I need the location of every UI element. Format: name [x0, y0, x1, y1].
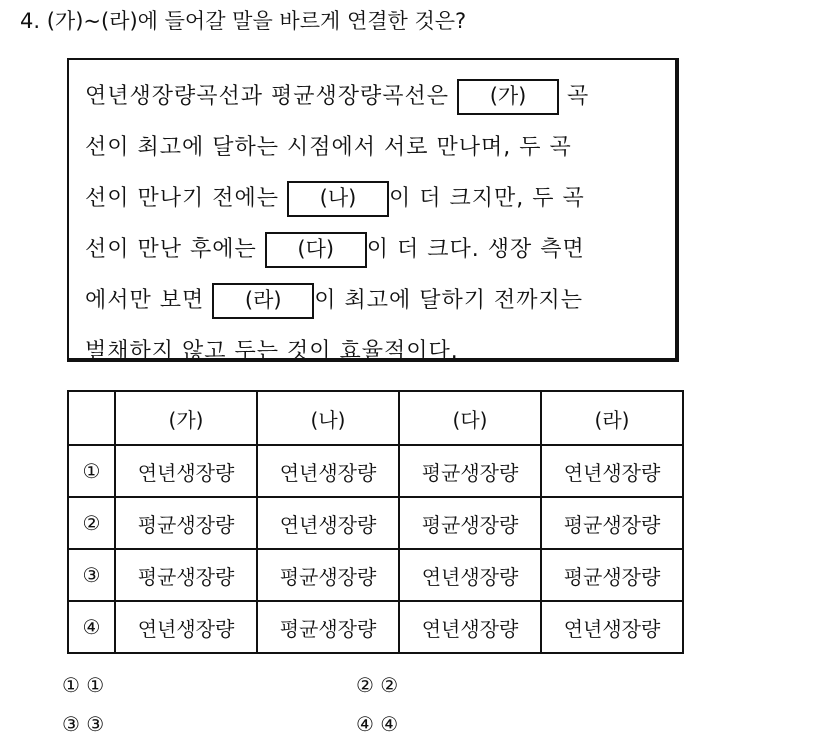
table-cell: 연년생장량 — [257, 497, 399, 549]
choice-mark: ① — [62, 673, 80, 697]
passage-text: 선이 만난 후에는 — [85, 237, 265, 262]
table-header-row — [68, 391, 683, 445]
passage-text: 이 최고에 달하기 전까지는 — [314, 288, 584, 313]
table-header-cell: (나) — [257, 391, 399, 445]
passage-text: 이 더 크다. 생장 측면 — [366, 237, 585, 262]
question-stem — [20, 6, 466, 36]
row-number: ② — [68, 497, 115, 549]
table-cell: 연년생장량 — [115, 445, 257, 497]
row-number: ④ — [68, 601, 115, 653]
blank-na: (나) — [287, 181, 389, 217]
table-cell: 연년생장량 — [541, 445, 683, 497]
row-number: ③ — [68, 549, 115, 601]
table-cell: 평균생장량 — [541, 497, 683, 549]
table-cell: 평균생장량 — [257, 601, 399, 653]
passage-line — [85, 278, 675, 329]
blank-da: (다) — [265, 232, 367, 268]
question-number: 4. — [20, 9, 41, 33]
passage-text: 에서만 보면 — [85, 288, 213, 313]
passage-line — [85, 227, 675, 278]
answer-choice-3[interactable] — [62, 712, 104, 736]
passage-line: 선이 최고에 달하는 시점에서 서로 만나며, 두 곡 — [85, 135, 572, 160]
question-text: (가)~(라)에 들어갈 말을 바르게 연결한 것은? — [46, 9, 467, 33]
choice-value: ③ — [86, 712, 105, 736]
passage-box — [67, 58, 679, 362]
table-row — [68, 601, 683, 653]
table-cell: 평균생장량 — [115, 497, 257, 549]
table-cell: 평균생장량 — [399, 497, 541, 549]
table-header-cell: (라) — [541, 391, 683, 445]
choice-mark: ④ — [356, 712, 374, 736]
table-cell: 연년생장량 — [115, 601, 257, 653]
passage-line: 벌채하지 않고 두는 것이 효율적이다. — [85, 339, 459, 364]
choice-value: ① — [86, 673, 105, 697]
blank-ra: (라) — [212, 283, 314, 319]
table-row — [68, 445, 683, 497]
choice-value: ④ — [380, 712, 399, 736]
table-header-cell: (가) — [115, 391, 257, 445]
choice-value: ② — [380, 673, 399, 697]
passage-text: 곡 — [559, 84, 590, 109]
table-cell: 연년생장량 — [399, 601, 541, 653]
table-cell: 연년생장량 — [541, 601, 683, 653]
row-number: ① — [68, 445, 115, 497]
answer-table — [67, 390, 684, 654]
answer-choice-2[interactable] — [356, 673, 398, 697]
passage-text: 이 더 크지만, 두 곡 — [389, 186, 585, 211]
choice-mark: ③ — [62, 712, 80, 736]
table-cell: 평균생장량 — [541, 549, 683, 601]
answer-choice-4[interactable] — [356, 712, 398, 736]
table-cell: 연년생장량 — [257, 445, 399, 497]
table-cell: 평균생장량 — [257, 549, 399, 601]
table-header-cell — [68, 391, 115, 445]
table-row — [68, 497, 683, 549]
answer-choice-1[interactable] — [62, 673, 104, 697]
table-cell: 평균생장량 — [399, 445, 541, 497]
blank-ga: (가) — [457, 79, 559, 115]
table-row — [68, 549, 683, 601]
choice-mark: ② — [356, 673, 374, 697]
table-cell: 평균생장량 — [115, 549, 257, 601]
passage-line — [85, 176, 675, 227]
table-header-cell: (다) — [399, 391, 541, 445]
passage-text: 선이 만나기 전에는 — [85, 186, 287, 211]
table-cell: 연년생장량 — [399, 549, 541, 601]
passage-line — [85, 74, 675, 125]
passage-text: 연년생장량곡선과 평균생장량곡선은 — [85, 84, 458, 109]
